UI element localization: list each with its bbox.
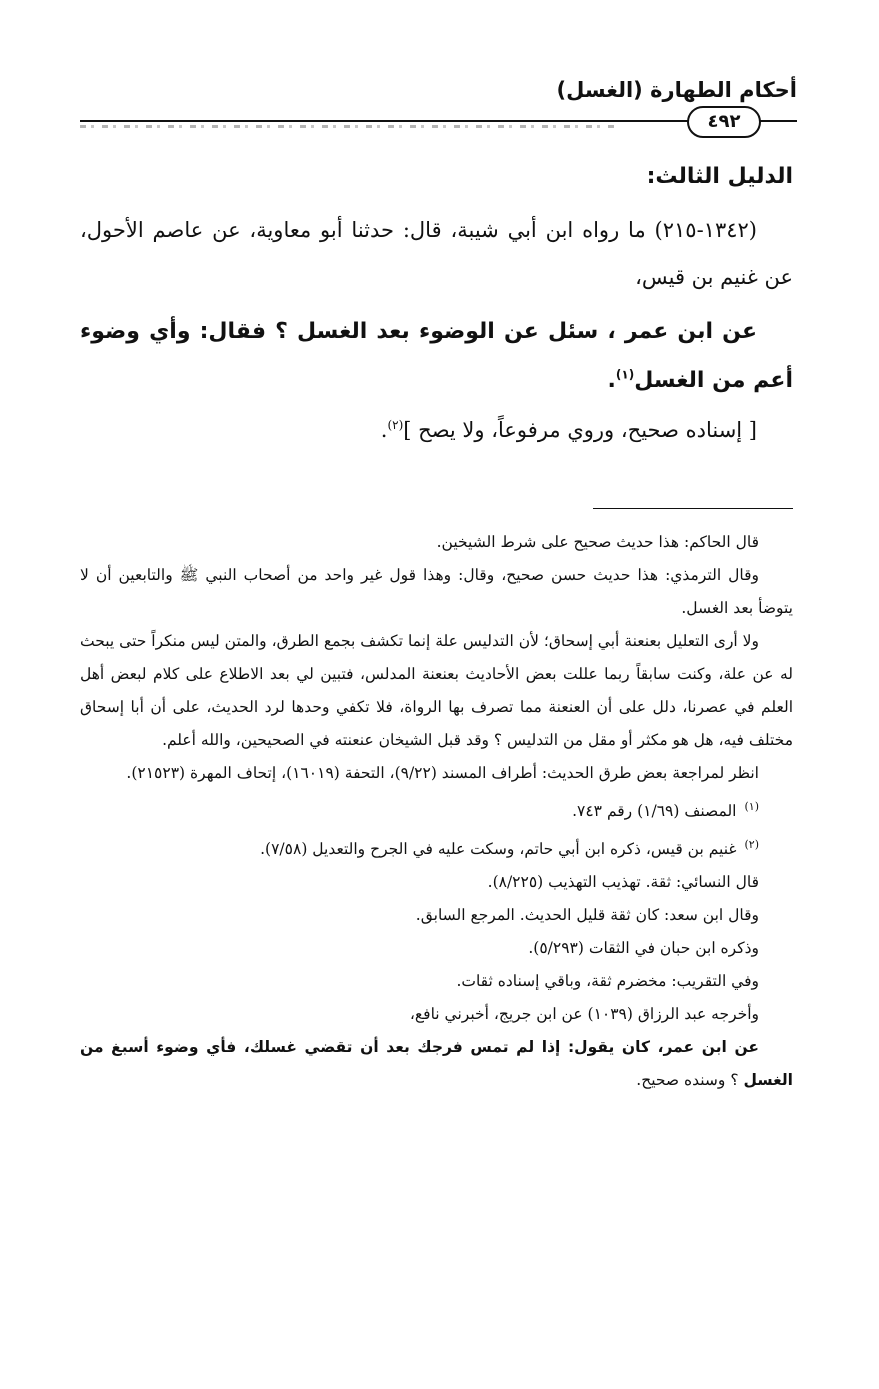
grading-end: . [380, 418, 388, 442]
footnote-line: وقال الترمذي: هذا حديث حسن صحيح، وقال: وهذا قول غير واحد من أصحاب النبي ﷺ والتابعين أن لا يتوضأ بعد الغسل. [80, 566, 793, 617]
footnote-1-marker: (١) [744, 800, 759, 813]
footnote-1 [80, 790, 793, 828]
running-title: أحكام الطهارة (الغسل) [556, 78, 797, 102]
footnote-line: قال الحاكم: هذا حديث صحيح على شرط الشيخين. [436, 533, 759, 551]
page-number: ٤٩٢ [687, 106, 761, 138]
hadith-text [80, 307, 793, 405]
section-heading: الدليل الثالث: [646, 164, 793, 189]
footnote-line: وذكره ابن حبان في الثقات (٥/٢٩٣). [528, 939, 759, 958]
footnote-2-text: غنيم بن قيس، ذكره ابن أبي حاتم، وسكت عليه في الجرح والتعديل (٧/٥٨). [260, 840, 737, 859]
grading-line [80, 407, 793, 454]
main-text [80, 164, 793, 454]
page-header [80, 78, 797, 138]
footnote-line: وأخرجه عبد الرزاق (١٠٣٩) عن ابن جريج، أخبرني نافع، [409, 1005, 759, 1024]
footnote-line: ولا أرى التعليل بعنعنة أبي إسحاق؛ لأن التدليس علة إنما تكشف بجمع الطرق، والمتن ليس منكراً حتى يبحث له عن علة، وكنت سابقاً ربما عللت بعض الأحاديث بعنعنة المدلس، فتبين لي بعد الاطلاع على كلام لبعض أهل العلم في عصرنا، دلل على أن العنعنة مما تصرف بها الرواة، فلا تكفي وحدها لرد الحديث، على أن أبا إسحاق مختلف فيه، هل هو مكثر أو مقل من التدليس ؟ وقد قبل الشيخان عنعنته في الصحيحين، والله أعلم. [80, 632, 793, 749]
footnote-final-bold: عن ابن عمر، كان يقول: إذا لم تمس فرجك بعد أن تقضي غسلك، فأي وضوء أسبغ من الغسل [80, 1038, 793, 1090]
footnote-line: قال النسائي: ثقة. تهذيب التهذيب (٨/٢٢٥). [487, 873, 759, 892]
footnote-line: وفي التقريب: مخضرم ثقة، وباقي إسناده ثقات. [456, 972, 759, 991]
header-rule-texture [80, 125, 617, 128]
grading-text: [ إسناده صحيح، وروي مرفوعاً، ولا يصح ] [403, 418, 757, 442]
footnote-line: انظر لمراجعة بعض طرق الحديث: أطراف المسند (٩/٢٢)، التحفة (١٦٠١٩)، إتحاف المهرة (٢١٥٢٣). [126, 764, 759, 782]
footnote-ref-1[interactable]: (١) [615, 367, 635, 382]
footnotes [80, 526, 793, 1097]
hadith-end: . [607, 368, 616, 393]
footnote-2-marker: (٢) [744, 838, 759, 852]
footnote-separator [593, 508, 793, 509]
hadith-body: عن ابن عمر ، سئل عن الوضوء بعد الغسل ؟ فقال: وأي وضوء أعم من الغسل [80, 319, 793, 393]
footnote-line: وقال ابن سعد: كان ثقة قليل الحديث. المرجع السابق. [415, 906, 759, 925]
footnote-1-text: المصنف (١/٦٩) رقم ٧٤٣. [572, 802, 737, 821]
narration-chain: (١٣٤٢-٢١٥) ما رواه ابن أبي شيبة، قال: حدثنا أبو معاوية، عن عاصم الأحول، عن غنيم بن قيس، [80, 218, 793, 289]
footnote-2 [80, 828, 793, 866]
footnote-final-rest: ؟ وسنده صحيح. [636, 1071, 744, 1090]
footnote-ref-2[interactable]: (٢) [387, 418, 404, 432]
footnote-final [80, 1031, 793, 1097]
